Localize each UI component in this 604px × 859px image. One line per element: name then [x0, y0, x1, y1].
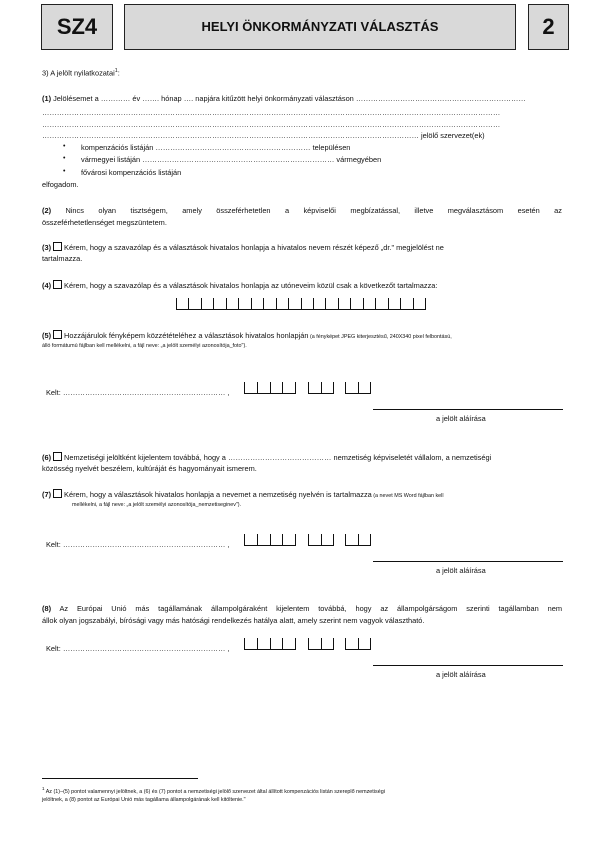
date-month-boxes-3[interactable] [308, 638, 334, 650]
form-code-box [41, 4, 113, 50]
p7-line2: mellékelni, a fájl neve: „a jelölt személyi azonosítója_nemzetiseginev"). [72, 502, 242, 508]
p3-checkbox[interactable] [53, 242, 62, 251]
date-year-boxes-2[interactable] [244, 534, 296, 546]
name-char-box[interactable] [375, 298, 387, 309]
name-char-box[interactable] [276, 298, 288, 309]
p4-checkbox[interactable] [53, 280, 62, 289]
day-digit-box[interactable] [358, 534, 372, 545]
p1-line4: ……………………………………………………………………………………………………………………………………… jelölő szervezet(ek) [42, 131, 485, 140]
footnote-line1: $^1$ Az (1)–(5) pontot valamennyi jelöltnek, a (6) és (7) pontot a nemzetiségi jelölő szervezet által állított kompenzációs listán szereplő nemzetiségi [42, 786, 385, 795]
signature-line-2[interactable] [373, 561, 563, 562]
p7-line1: (7) Kérem, hogy a választások hivatalos honlapja a nevemet a nemzetiség nyelvén is tartalmazza (a nevet MS Word fájlban kell [42, 490, 444, 499]
date-day-boxes-3[interactable] [345, 638, 371, 650]
month-digit-box[interactable] [308, 638, 321, 649]
month-digit-box[interactable] [321, 534, 335, 545]
p6-line1: (6) Nemzetiségi jelöltként kijelentem továbbá, hogy a …………………………………… nemzetiség képviseletét vállalom, a nemzetiségi [42, 453, 492, 462]
p1-line2: …………………………………………………………………………………………………………………………………………………………………… [42, 108, 501, 117]
footnote-line2: jelöltnek, a (8) pontot az Európai Unió más tagállama állampolgárának kell kitöltenie." [42, 797, 246, 803]
year-digit-box[interactable] [270, 534, 283, 545]
kelt-1: Kelt: ………………………………………………………… , [46, 388, 230, 397]
year-digit-box[interactable] [244, 534, 257, 545]
date-month-boxes-2[interactable] [308, 534, 334, 546]
p5-line2: álló formátumú fájlban kell mellékelni, a fájl neve: „a jelölt személyi azonosítója_foto"). [42, 343, 247, 349]
year-digit-box[interactable] [257, 534, 270, 545]
p3-line1: (3) Kérem, hogy a szavazólap és a választások hivatalos honlapja a hivatalos nevem részét képező „dr." megjelölést ne [42, 243, 444, 252]
footnote-ref: 1 [114, 68, 118, 74]
p5-checkbox[interactable] [53, 330, 62, 339]
p1-bullet-compensation: • kompenzációs listáján ……………………………………………………… településen [81, 143, 350, 152]
name-char-box[interactable] [238, 298, 250, 309]
p1-number: (1) [42, 94, 52, 103]
date-day-boxes-2[interactable] [345, 534, 371, 546]
year-digit-box[interactable] [282, 382, 296, 393]
name-char-box[interactable] [288, 298, 300, 309]
form-title: HELYI ÖNKORMÁNYZATI VÁLASZTÁS [201, 18, 439, 34]
day-digit-box[interactable] [345, 382, 358, 393]
date-year-boxes-1[interactable] [244, 382, 296, 394]
date-day-boxes-1[interactable] [345, 382, 371, 394]
signature-line-1[interactable] [373, 409, 563, 410]
section-heading: 3) A jelölt nyilatkozatai$^1$: [42, 68, 120, 78]
p2-line1: (2) Nincs olyan tisztségem, amely összeférhetetlen a képviselői megbízatással, illetve megválasztásom esetén az [42, 206, 562, 215]
name-char-box[interactable] [263, 298, 275, 309]
p6-line2: közösség nyelvét beszélem, kultúráját és hagyományait ismerem. [42, 464, 257, 473]
p1-line1: (1) Jelölésemet a ………… év ……. hónap …. napjára kitűzött helyi önkormányzati választáson …………………………………………………………… [42, 94, 526, 103]
name-char-box[interactable] [363, 298, 375, 309]
p8-line1: (8) Az Európai Unió más tagállamának állampolgáraként kijelentem továbbá, hogy az állampolgárságom szerinti tagállamban nem [42, 604, 562, 613]
form-title-box [124, 4, 516, 50]
name-char-box[interactable] [325, 298, 337, 309]
year-digit-box[interactable] [257, 638, 270, 649]
year-digit-box[interactable] [270, 638, 283, 649]
name-char-box[interactable] [413, 298, 426, 309]
page-number: 2 [542, 14, 555, 40]
page-number-box [528, 4, 569, 50]
signature-label-1: a jelölt aláírása [436, 414, 486, 423]
day-digit-box[interactable] [358, 382, 372, 393]
signature-label-3: a jelölt aláírása [436, 670, 486, 679]
name-char-box[interactable] [251, 298, 263, 309]
name-char-box[interactable] [176, 298, 188, 309]
p3-line2: tartalmazza. [42, 254, 83, 263]
p4-line1: (4) Kérem, hogy a szavazólap és a választások hivatalos honlapja az utóneveim közül csak a következőt tartalmazza: [42, 281, 438, 290]
name-char-box[interactable] [313, 298, 325, 309]
year-digit-box[interactable] [270, 382, 283, 393]
name-char-box[interactable] [400, 298, 412, 309]
date-month-boxes-1[interactable] [308, 382, 334, 394]
p6-checkbox[interactable] [53, 452, 62, 461]
name-char-box[interactable] [350, 298, 362, 309]
year-digit-box[interactable] [282, 638, 296, 649]
year-digit-box[interactable] [257, 382, 270, 393]
signature-label-2: a jelölt aláírása [436, 566, 486, 575]
p1-line3: …………………………………………………………………………………………………………………………………………………………………… [42, 120, 501, 129]
day-digit-box[interactable] [345, 638, 358, 649]
name-char-box[interactable] [188, 298, 200, 309]
footnote-mark: 1 [42, 786, 45, 791]
year-digit-box[interactable] [244, 638, 257, 649]
p5-line1: (5) Hozzájárulok fényképem közzétételéhez a választások hivatalos honlapján (a fényképet JPEG kiterjesztésű, 240X340 pixel felbontású, [42, 331, 452, 340]
year-digit-box[interactable] [244, 382, 257, 393]
name-char-box[interactable] [201, 298, 213, 309]
year-digit-box[interactable] [282, 534, 296, 545]
kelt-2: Kelt: ………………………………………………………… , [46, 540, 230, 549]
day-digit-box[interactable] [345, 534, 358, 545]
p1-bullet-county: • vármegyei listáján …………………………………………………………………… vármegyében [81, 155, 381, 164]
signature-line-3[interactable] [373, 665, 563, 666]
name-char-box[interactable] [388, 298, 400, 309]
p8-line2: állok olyan jogszabályi, bírósági vagy más hatósági rendelkezés hatálya alatt, amely szerint nem vagyok választható. [42, 616, 425, 625]
name-char-box[interactable] [338, 298, 350, 309]
given-name-boxes[interactable] [176, 298, 426, 310]
footnote-separator [42, 778, 198, 779]
date-year-boxes-3[interactable] [244, 638, 296, 650]
p1-closing: elfogadom. [42, 180, 79, 189]
month-digit-box[interactable] [321, 382, 335, 393]
month-digit-box[interactable] [308, 382, 321, 393]
name-char-box[interactable] [301, 298, 313, 309]
p2-line2: összeférhetetlenséget megszüntetem. [42, 218, 167, 227]
p1-bullet-capital: • fővárosi kompenzációs listáján [81, 168, 181, 177]
name-char-box[interactable] [226, 298, 238, 309]
month-digit-box[interactable] [308, 534, 321, 545]
p7-checkbox[interactable] [53, 489, 62, 498]
month-digit-box[interactable] [321, 638, 335, 649]
form-code: SZ4 [56, 14, 98, 40]
day-digit-box[interactable] [358, 638, 372, 649]
name-char-box[interactable] [213, 298, 225, 309]
kelt-3: Kelt: ………………………………………………………… , [46, 644, 230, 653]
